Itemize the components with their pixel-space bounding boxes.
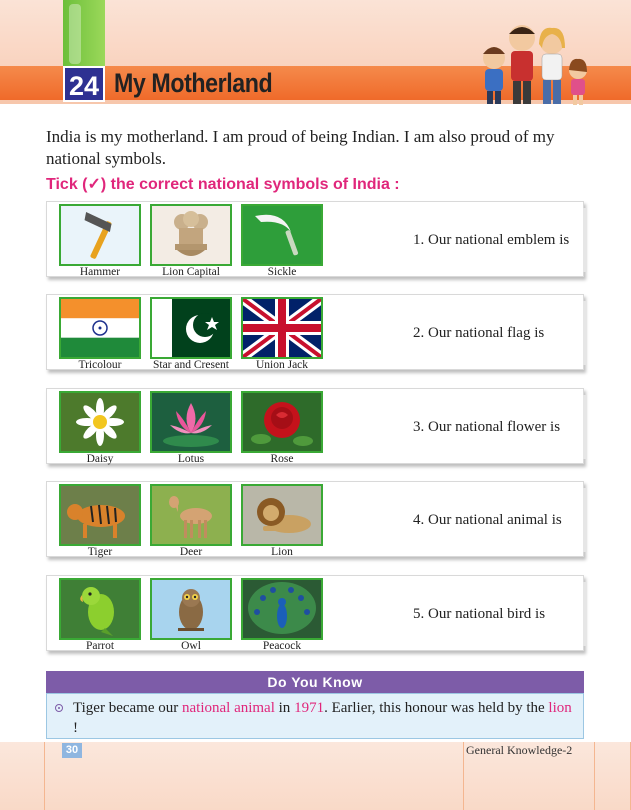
question-row bbox=[46, 201, 584, 277]
tiger-icon bbox=[59, 484, 141, 546]
hammer-icon bbox=[59, 204, 141, 266]
option-label: Tiger bbox=[87, 546, 113, 558]
question-row bbox=[46, 481, 584, 557]
parrot-icon bbox=[59, 578, 141, 640]
option-label: Parrot bbox=[85, 640, 115, 652]
option-deer[interactable] bbox=[150, 484, 232, 559]
children-illustration-icon bbox=[466, 18, 594, 106]
page-title: My Motherland bbox=[114, 68, 273, 98]
peacock-icon bbox=[241, 578, 323, 640]
sickle-icon bbox=[241, 204, 323, 266]
chapter-number: 24 bbox=[63, 66, 105, 102]
option-label: Owl bbox=[181, 640, 201, 652]
lotus-icon bbox=[150, 391, 232, 453]
daisy-icon bbox=[59, 391, 141, 453]
question-row bbox=[46, 388, 584, 464]
option-label: Star and Cresent bbox=[152, 359, 229, 371]
option-label: Peacock bbox=[262, 640, 302, 652]
option-tiger[interactable] bbox=[59, 484, 141, 559]
page-number: 30 bbox=[62, 743, 82, 758]
option-rose[interactable] bbox=[241, 391, 323, 466]
option-label: Hammer bbox=[79, 266, 121, 278]
owl-icon bbox=[150, 578, 232, 640]
option-peacock[interactable] bbox=[241, 578, 323, 653]
do-you-know-text: Tiger became our national animal in 1971. Earlier, this honour was held by the lion ! bbox=[73, 700, 572, 736]
chapter-tab bbox=[63, 0, 105, 72]
option-sickle[interactable] bbox=[241, 204, 323, 279]
question-text: 1. Our national emblem is bbox=[413, 232, 570, 248]
intro-paragraph: India is my motherland. I am proud of being Indian. I am also proud of my national symbols. bbox=[46, 127, 555, 168]
option-lion-capital[interactable] bbox=[150, 204, 232, 279]
option-label: Sickle bbox=[267, 266, 297, 278]
instruction-heading: Tick (✓) the correct national symbols of India : bbox=[46, 176, 400, 193]
footer-column bbox=[594, 742, 631, 810]
option-parrot[interactable] bbox=[59, 578, 141, 653]
option-lion[interactable] bbox=[241, 484, 323, 559]
lion-icon bbox=[241, 484, 323, 546]
option-label: Rose bbox=[270, 453, 294, 465]
option-hammer[interactable] bbox=[59, 204, 141, 279]
question-row bbox=[46, 294, 584, 370]
option-label: Tricolour bbox=[78, 359, 122, 371]
option-label: Daisy bbox=[86, 453, 114, 465]
option-tricolour[interactable] bbox=[59, 297, 141, 372]
do-you-know-heading: Do You Know bbox=[46, 671, 584, 693]
union-jack-flag-icon bbox=[241, 297, 323, 359]
question-text: 4. Our national animal is bbox=[413, 512, 562, 528]
question-row bbox=[46, 575, 584, 651]
rose-icon bbox=[241, 391, 323, 453]
option-lotus[interactable] bbox=[150, 391, 232, 466]
option-label: Lion bbox=[271, 546, 293, 558]
option-label: Lion Capital bbox=[162, 266, 220, 278]
star-crescent-flag-icon bbox=[150, 297, 232, 359]
question-text: 5. Our national bird is bbox=[413, 606, 546, 622]
tricolour-flag-icon bbox=[59, 297, 141, 359]
question-text: 3. Our national flower is bbox=[413, 419, 561, 435]
bullet-icon bbox=[55, 704, 63, 712]
question-text: 2. Our national flag is bbox=[413, 325, 545, 341]
book-title: General Knowledge-2 bbox=[466, 743, 573, 757]
lion-capital-icon bbox=[150, 204, 232, 266]
deer-icon bbox=[150, 484, 232, 546]
option-owl[interactable] bbox=[150, 578, 232, 653]
option-label: Union Jack bbox=[255, 359, 309, 371]
option-star-crescent[interactable] bbox=[150, 297, 232, 372]
do-you-know-box bbox=[46, 693, 584, 739]
option-daisy[interactable] bbox=[59, 391, 141, 466]
option-union-jack[interactable] bbox=[241, 297, 323, 372]
option-label: Deer bbox=[179, 546, 203, 558]
footer-column bbox=[44, 742, 464, 810]
option-label: Lotus bbox=[177, 453, 205, 465]
